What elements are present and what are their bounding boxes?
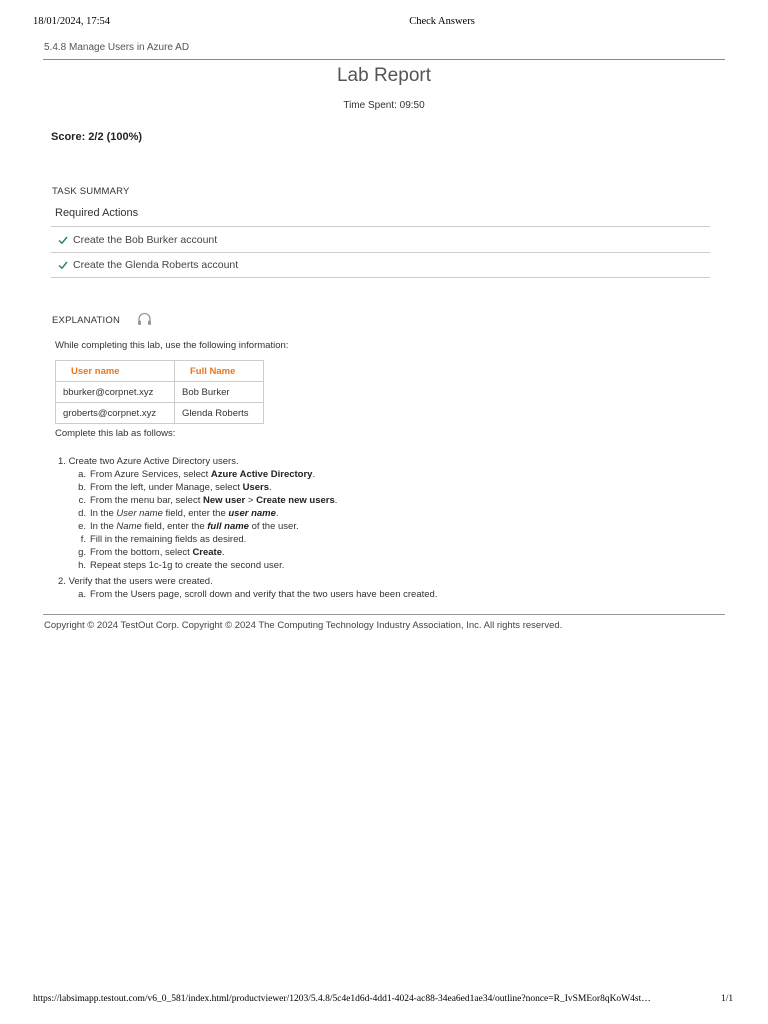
check-icon	[58, 235, 68, 245]
substep-italic: Name	[116, 521, 142, 532]
substep-text: From the Users page, scroll down and verify that the two users have been created.	[90, 589, 438, 600]
list-item	[74, 507, 437, 520]
required-action-label: Create the Glenda Roberts account	[73, 259, 239, 271]
substep-text: field, enter the	[141, 521, 208, 532]
substep-label: b.	[78, 482, 86, 493]
list-item	[74, 546, 437, 559]
step-number: 2.	[58, 576, 66, 587]
time-spent: Time Spent: 09:50	[343, 100, 425, 111]
substep-bold: Create	[192, 547, 223, 558]
substep-bold: Create new users	[256, 495, 335, 506]
page-number: 1/1	[721, 994, 734, 1004]
substep-text: In the	[90, 508, 117, 519]
task-summary-heading: TASK SUMMARY	[52, 186, 130, 197]
required-action-row	[51, 226, 710, 252]
substep-text: field, enter the	[162, 508, 229, 519]
substep-label: h.	[78, 560, 86, 571]
substep-text: Repeat steps 1c-1g to create the second user.	[90, 560, 285, 571]
list-item	[74, 494, 437, 507]
steps-list	[58, 455, 437, 604]
page-title: Lab Report	[336, 65, 431, 86]
headphones-icon[interactable]	[137, 312, 152, 326]
substep-label: a.	[78, 589, 86, 600]
breadcrumb[interactable]: 5.4.8 Manage Users in Azure AD	[44, 42, 190, 53]
substep-label: f.	[80, 534, 86, 545]
substep-bold: New user	[203, 495, 246, 506]
substep-bold-italic: user name	[228, 508, 276, 519]
table-header-row	[56, 361, 264, 382]
substep-text: >	[245, 495, 257, 506]
substeps-list	[74, 468, 437, 572]
column-header-full-name: Full Name	[175, 361, 264, 382]
substep-label: c.	[78, 495, 86, 506]
list-item	[58, 455, 437, 572]
print-title: Check Answers	[409, 16, 475, 27]
list-item	[74, 468, 437, 481]
table-row	[56, 382, 264, 403]
substeps-list	[74, 588, 437, 601]
substep-text: .	[312, 469, 316, 480]
copyright: Copyright © 2024 TestOut Corp. Copyright © 2024 The Computing Technology Industry Association, Inc. All rights reserved.	[44, 620, 563, 631]
step-text: Verify that the users were created.	[68, 576, 213, 587]
substep-bold: Users	[242, 482, 270, 493]
substep-text: .	[334, 495, 338, 506]
substep-text: From the menu bar, select	[90, 495, 203, 506]
cell-full-name: Glenda Roberts	[175, 403, 264, 424]
substep-text: .	[222, 547, 225, 558]
substep-bold: Azure Active Directory	[210, 469, 313, 480]
user-info-table	[55, 360, 264, 424]
substep-italic: User name	[116, 508, 163, 519]
cell-user-name: groberts@corpnet.xyz	[56, 403, 175, 424]
header-divider	[43, 59, 725, 60]
substep-text: .	[269, 482, 272, 493]
list-item	[74, 588, 437, 601]
explanation-intro: While completing this lab, use the following information:	[55, 340, 289, 351]
substep-text: In the	[90, 521, 117, 532]
substep-label: a.	[78, 469, 86, 480]
list-item	[74, 520, 437, 533]
substep-text: .	[275, 508, 279, 519]
check-icon	[58, 260, 68, 270]
substep-text: From the bottom, select	[90, 547, 193, 558]
complete-instructions: Complete this lab as follows:	[55, 428, 176, 439]
table-row	[56, 403, 264, 424]
list-item	[74, 559, 437, 572]
explanation-heading: EXPLANATION	[52, 315, 121, 326]
substep-label: g.	[78, 547, 86, 558]
column-header-user-name: User name	[56, 361, 175, 382]
step-text: Create two Azure Active Directory users.	[68, 456, 239, 467]
cell-user-name: bburker@corpnet.xyz	[56, 382, 175, 403]
list-item	[58, 575, 437, 601]
required-actions-heading: Required Actions	[55, 207, 139, 219]
substep-label: d.	[78, 508, 86, 519]
required-action-label: Create the Bob Burker account	[73, 233, 218, 246]
substep-bold-italic: full name	[207, 521, 249, 532]
score: Score: 2/2 (100%)	[51, 131, 143, 143]
page-url: https://labsimapp.testout.com/v6_0_581/index.html/productviewer/1203/5.4.8/5c4e1d6d-4dd1-4024-ac88-34ea6ed1ae34/outline?nonce=R_IvSMEor8qKoW4st…	[33, 994, 651, 1004]
substep-label: e.	[78, 521, 86, 532]
list-item	[74, 481, 437, 494]
cell-full-name: Bob Burker	[175, 382, 264, 403]
list-item	[74, 533, 437, 546]
print-datetime: 18/01/2024, 17:54	[33, 16, 111, 27]
print-header	[0, 16, 768, 30]
footer-divider	[43, 614, 725, 615]
substep-text: From Azure Services, select	[90, 469, 211, 480]
substep-text: Fill in the remaining fields as desired.	[90, 534, 247, 545]
step-number: 1.	[58, 456, 66, 467]
substep-text: of the user.	[248, 521, 299, 532]
substep-text: From the left, under Manage, select	[90, 482, 243, 493]
required-action-row	[51, 252, 710, 278]
